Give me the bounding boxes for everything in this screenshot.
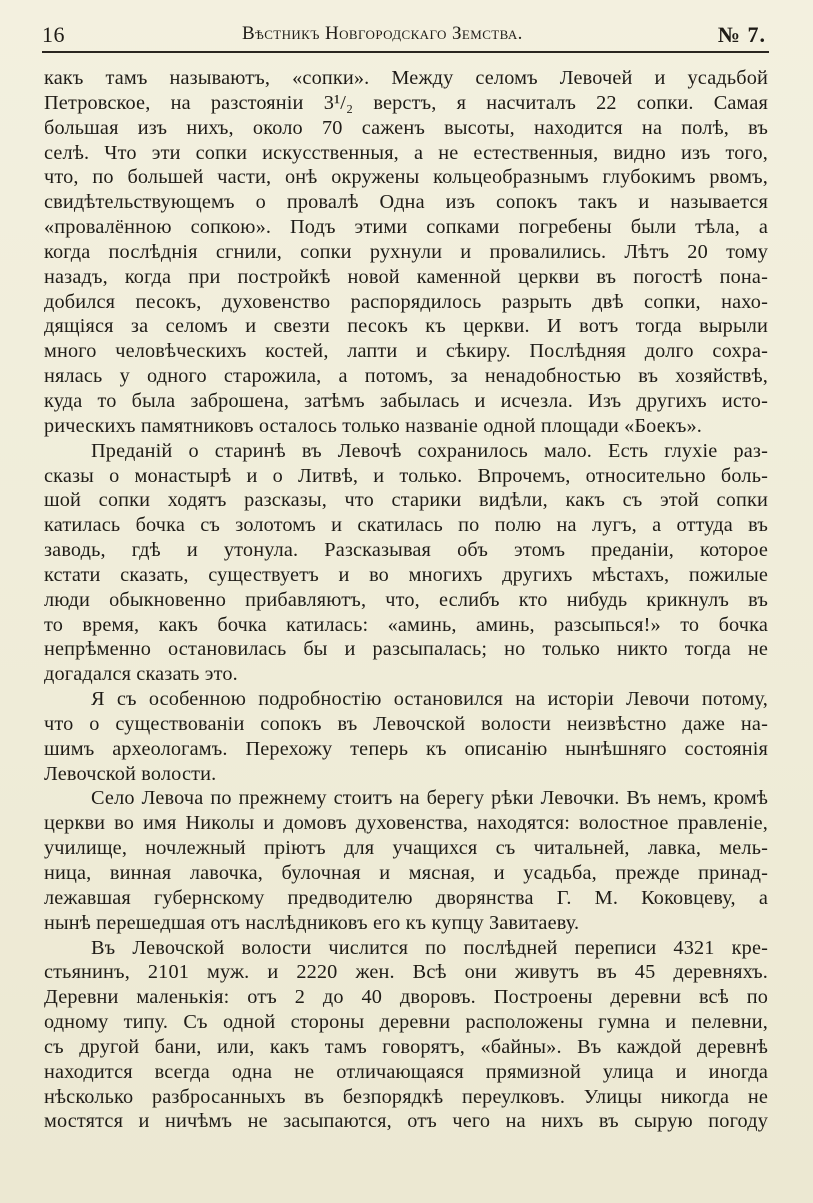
text-line: Деревни маленькія: отъ 2 до 40 дворовъ. Построены деревни всѣ по — [44, 986, 768, 1009]
text-line: церкви во имя Николы и домовъ духовенства, находятся: волостное правленіе, — [44, 812, 768, 835]
text-line: стьянинъ, 2101 муж. и 2220 жен. Всѣ они живутъ въ 45 деревняхъ. — [44, 961, 768, 984]
text-line: заводь, гдѣ и утонула. Разсказывая объ этомъ преданіи, которое — [44, 539, 768, 562]
page-number: 16 — [42, 22, 65, 47]
text-line: что о существованіи сопокъ въ Левочской волости неизвѣстно даже на- — [44, 712, 768, 735]
text-line: большая изъ нихъ, около 70 саженъ высоты, находится на полѣ, въ — [44, 116, 768, 139]
text-line: Я съ особенною подробностію остановился на исторіи Левочи потому, — [91, 688, 768, 711]
text-line: Петровское, на разстояніи 3¹/₂ верстъ, я насчиталъ 22 сопки. Самая — [44, 91, 768, 114]
text-line: лежавшая губернскому предводителю дворянства Г. М. Коковцеву, а — [44, 886, 768, 909]
issue-number: № 7. — [717, 22, 766, 47]
article-body — [44, 66, 768, 1134]
text-line: добился песокъ, духовенство распорядилось разрыть двѣ сопки, нахо- — [44, 290, 768, 313]
text-line: Левочской волости. — [44, 762, 217, 785]
text-line: когда послѣднія сгнили, сопки рухнули и провалились. Лѣтъ 20 тому — [44, 240, 768, 263]
text-line: нѣсколько разбросанныхъ въ безпорядкѣ переулковъ. Улицы никогда не — [44, 1085, 768, 1108]
text-line: люди обыкновенно прибавляютъ, что, еслибъ кто нибудь крикнулъ въ — [44, 588, 768, 611]
text-line: одному типу. Съ одной стороны деревни расположены гумна и пелевни, — [44, 1011, 768, 1034]
text-line: катилась бочка съ золотомъ и скатилась по полю на лугъ, а оттуда въ — [44, 514, 768, 537]
text-line: рическихъ памятниковъ осталось только названіе одной площади «Боекъ». — [44, 414, 703, 437]
running-head — [42, 18, 766, 48]
text-line: училище, ночлежный пріютъ для учащихся съ читальней, лавка, мель- — [44, 837, 768, 860]
text-line: мостятся и ничѣмъ не засыпаются, отъ чего на нихъ въ сырую погоду — [44, 1110, 768, 1133]
text-line: шимъ археологамъ. Перехожу теперь къ описанію нынѣшняго состоянія — [44, 737, 768, 760]
text-line: кстати сказать, существуетъ и во многихъ другихъ мѣстахъ, пожилые — [44, 563, 768, 586]
text-line: «провалённою сопкою». Подъ этими сопками погребены были тѣла, а — [44, 216, 768, 239]
header-rule — [42, 51, 769, 53]
text-line: сказы о монастырѣ и о Литвѣ, и только. Впрочемъ, относительно боль- — [44, 464, 768, 487]
text-line: то время, какъ бочка катилась: «аминь, аминь, разсыпься!» то бочка — [44, 613, 768, 636]
text-line: Въ Левочской волости числится по послѣдней переписи 4321 кре- — [91, 936, 768, 959]
text-line: назадъ, когда при постройкѣ новой каменной церкви въ погостѣ пона- — [44, 265, 768, 288]
text-line: свидѣтельствующемъ о провалѣ Одна изъ сопокъ такъ и называется — [44, 191, 768, 214]
text-line: нынѣ перешедшая отъ наслѣдниковъ его къ купцу Завитаеву. — [44, 911, 580, 934]
text-line: дящіяся за селомъ и свезти песокъ къ церкви. И вотъ тогда вырыли — [44, 315, 768, 338]
text-line: находится всегда одна не отличающаяся прямизной улица и иногда — [44, 1060, 768, 1083]
text-line: селѣ. Что эти сопки искусственныя, а не естественныя, видно изъ того, — [44, 141, 768, 164]
text-line: куда то была заброшена, затѣмъ забылась и исчезла. Изъ другихъ исто- — [44, 389, 768, 412]
text-line: догадался сказать это. — [44, 663, 238, 686]
text-line: Преданій о старинѣ въ Левочѣ сохранилось мало. Есть глухіе раз- — [91, 439, 768, 462]
text-line: какъ тамъ называютъ, «сопки». Между селомъ Левочей и усадьбой — [44, 67, 768, 89]
text-line: ница, винная лавочка, булочная и мясная, и усадьба, прежде принад- — [44, 862, 768, 884]
text-line: много человѣческихъ костей, лапти и сѣкиру. Послѣдняя долго сохра- — [44, 340, 768, 363]
text-line: шой сопки ходятъ разсказы, что старики видѣли, какъ съ этой сопки — [44, 489, 768, 512]
text-line: съ другой бани, или, какъ тамъ говорятъ, «байны». Въ каждой деревнѣ — [44, 1035, 768, 1058]
text-line: непрѣменно остановилась бы и разсыпалась; но только никто тогда не — [44, 638, 768, 661]
journal-title: Вѣстникъ Новгородскаго Земства. — [242, 23, 523, 44]
text-line: нялась у одного старожила, а потомъ, за ненадобностью въ хозяйствѣ, — [44, 365, 768, 388]
text-line: Село Левоча по прежнему стоитъ на берегу рѣки Левочки. Въ немъ, кромѣ — [91, 787, 768, 810]
text-line: что, по большей части, онѣ окружены кольцеобразнымъ глубокимъ рвомъ, — [44, 166, 768, 189]
